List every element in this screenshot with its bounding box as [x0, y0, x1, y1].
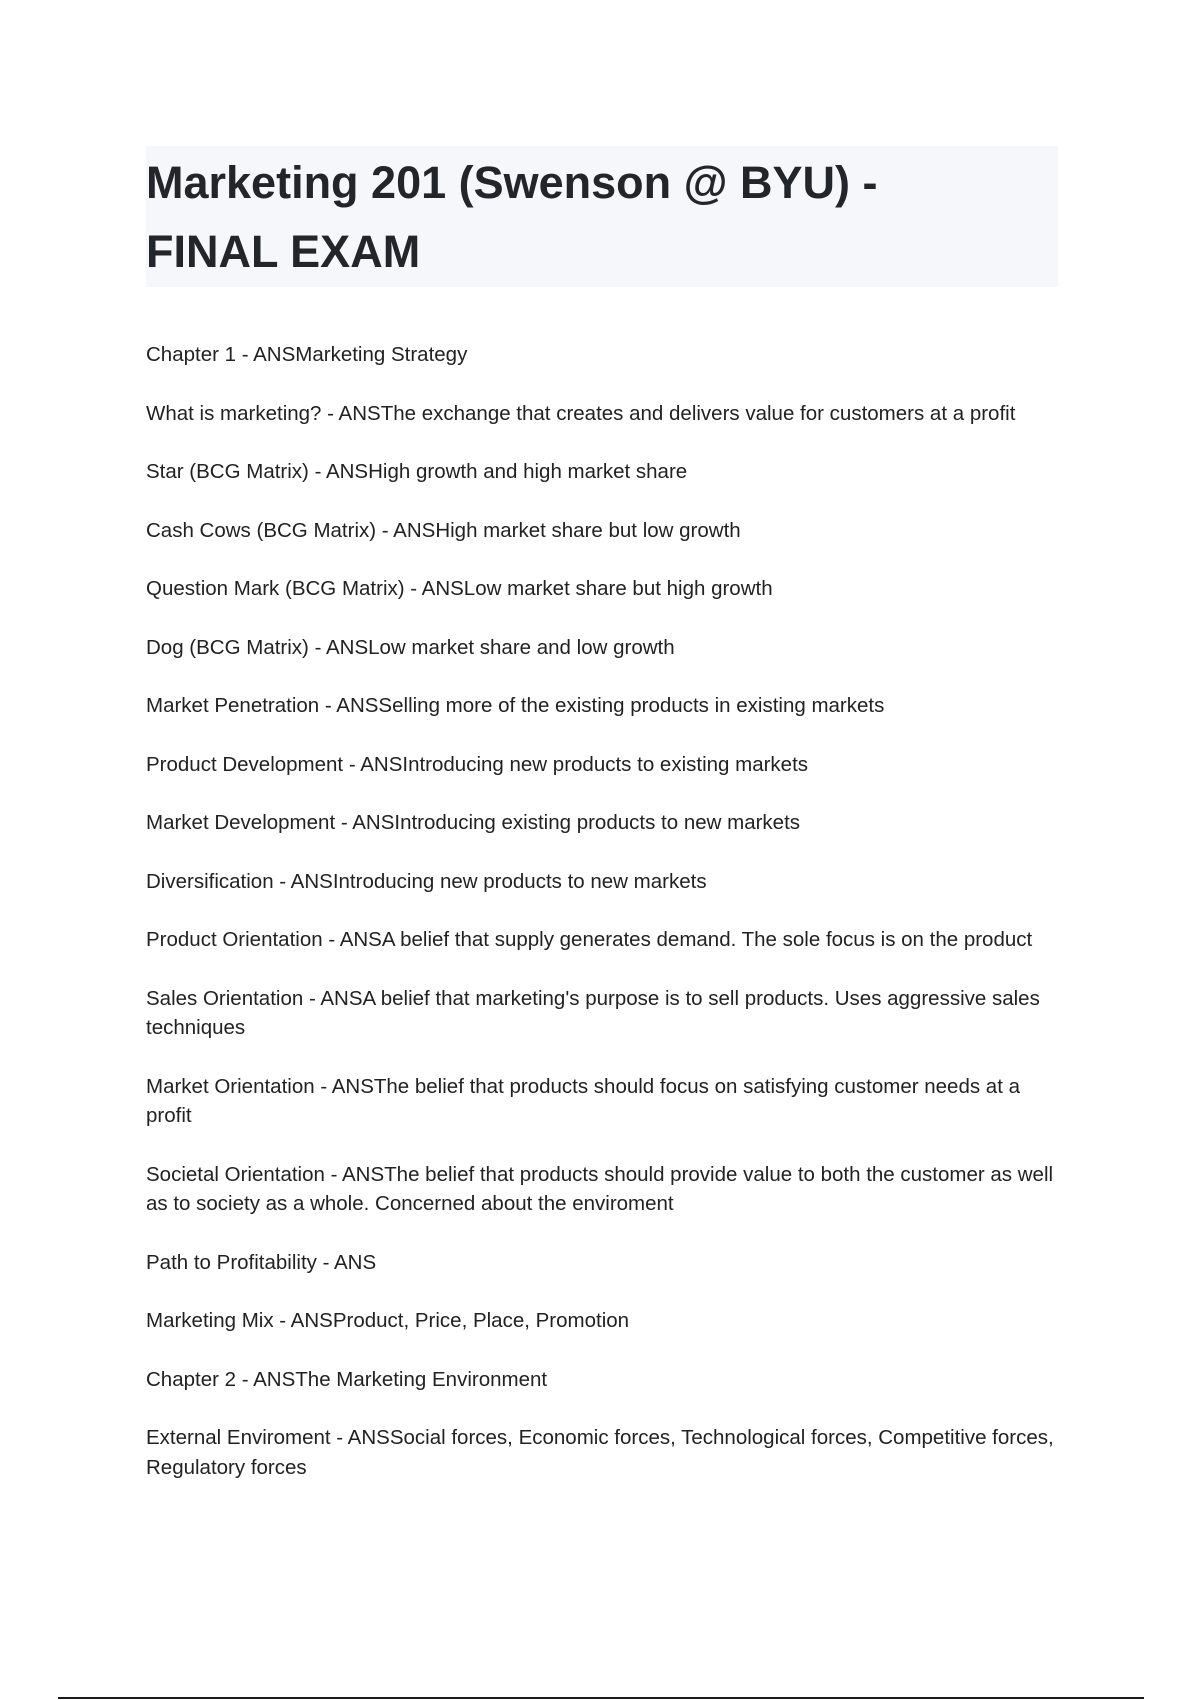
- title-line-2: FINAL EXAM: [146, 226, 421, 277]
- qa-entry: Market Orientation - ANSThe belief that products should focus on satisfying customer needs at a profit: [146, 1074, 1020, 1127]
- qa-entry-list: [146, 340, 1066, 1511]
- qa-entry: Product Development - ANSIntroducing new products to existing markets: [146, 752, 809, 776]
- qa-entry: Market Development - ANSIntroducing existing products to new markets: [146, 811, 801, 834]
- qa-entry: Dog (BCG Matrix) - ANSLow market share and low growth: [146, 635, 675, 659]
- qa-entry: Diversification - ANSIntroducing new products to new markets: [146, 869, 707, 893]
- title-block: [146, 146, 1058, 287]
- qa-entry: Path to Profitability - ANS: [146, 1250, 377, 1274]
- qa-entry: Societal Orientation - ANSThe belief that products should provide value to both the customer as well as to society as a whole. Concerned about the enviroment: [146, 1162, 1054, 1215]
- qa-entry: Sales Orientation - ANSA belief that marketing's purpose is to sell products. Uses aggressive sales techniques: [146, 986, 1040, 1039]
- qa-entry: Chapter 2 - ANSThe Marketing Environment: [146, 1367, 548, 1391]
- page-footer-rule: [58, 1697, 1144, 1699]
- qa-entry: What is marketing? - ANSThe exchange that creates and delivers value for customers at a profit: [146, 401, 1016, 425]
- qa-entry: Star (BCG Matrix) - ANSHigh growth and high market share: [146, 460, 688, 483]
- qa-entry: Product Orientation - ANSA belief that supply generates demand. The sole focus is on the product: [146, 928, 1033, 951]
- qa-entry: Marketing Mix - ANSProduct, Price, Place, Promotion: [146, 1309, 630, 1332]
- qa-entry: Market Penetration - ANSSelling more of the existing products in existing markets: [146, 694, 885, 717]
- title-line-1: Marketing 201 (Swenson @ BYU) -: [146, 157, 878, 208]
- qa-entry: External Enviroment - ANSSocial forces, Economic forces, Technological forces, Competitive forces, Regulatory forces: [146, 1426, 1054, 1479]
- qa-entry: Cash Cows (BCG Matrix) - ANSHigh market share but low growth: [146, 518, 741, 542]
- page-title: [146, 148, 1046, 286]
- qa-entry: Question Mark (BCG Matrix) - ANSLow market share but high growth: [146, 577, 773, 600]
- qa-entry: Chapter 1 - ANSMarketing Strategy: [146, 343, 468, 366]
